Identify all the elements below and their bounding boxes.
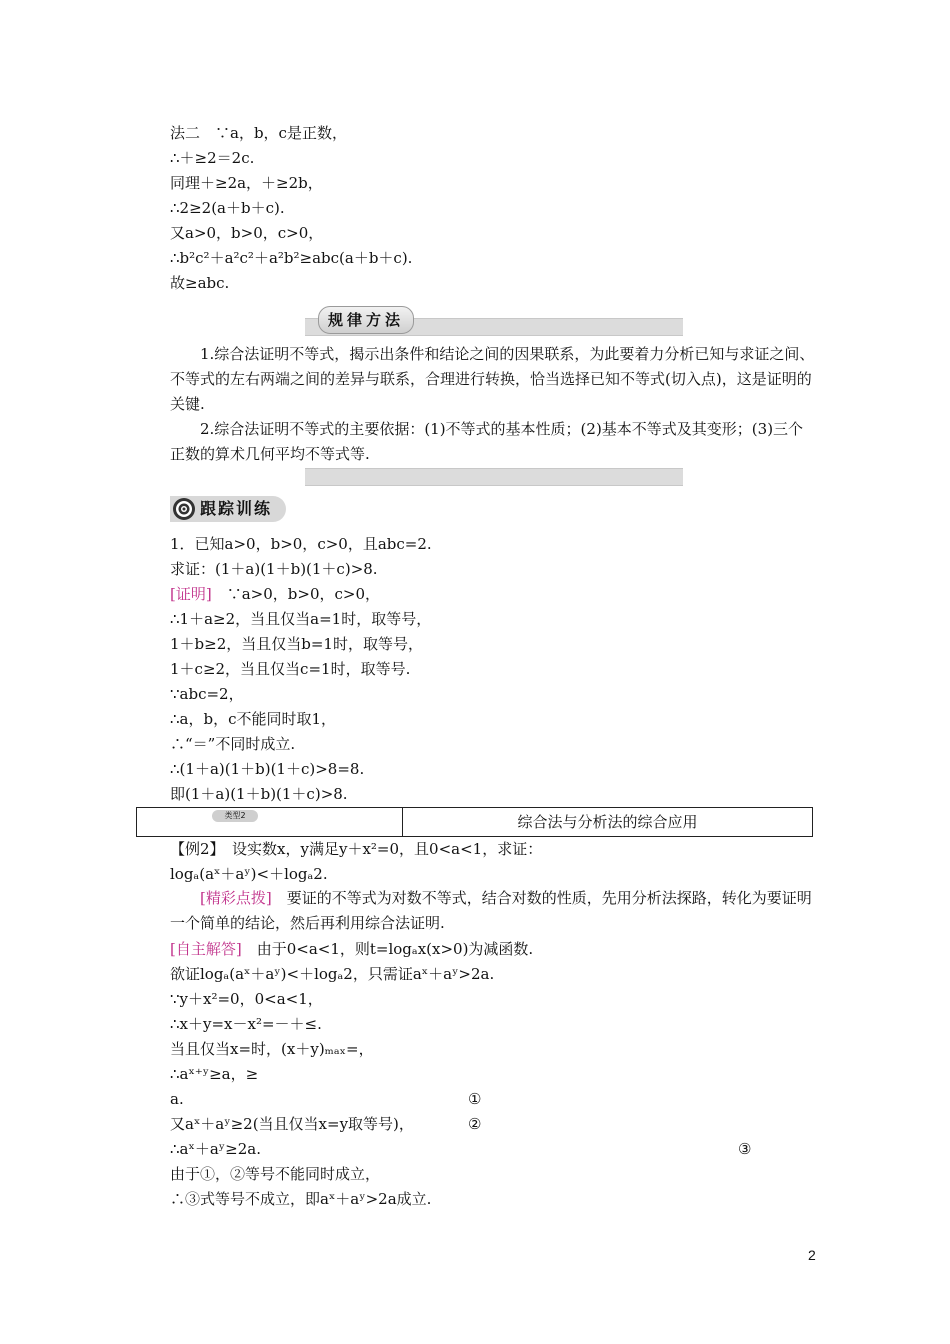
solve-line: a. (170, 1090, 184, 1108)
method2-line: ∴b²c²＋a²c²＋a²b²≥abc(a＋b＋c). (170, 249, 413, 267)
method2-line: 故≥abc. (170, 274, 230, 292)
equation-mark: ① (468, 1090, 482, 1108)
exercise-line: 求证：(1＋a)(1＋b)(1＋c)>8. (170, 560, 378, 578)
type-title: 综合法与分析法的综合应用 (517, 813, 698, 831)
solve-line: 当且仅当x=时，(x＋y)ₘₐₓ=， (170, 1040, 374, 1058)
method2-line: ∴2≥2(a＋b＋c). (170, 199, 285, 217)
type-tag: 类型2 (212, 810, 258, 822)
type-header-row (136, 807, 813, 837)
solve-line: 欲证logₐ(aˣ＋aʸ)<＋logₐ2，只需证aˣ＋aʸ>2a. (170, 965, 495, 983)
hint-tag: [精彩点拨] (200, 889, 272, 907)
exercise-line: 1．已知a>0，b>0，c>0，且abc=2. (170, 535, 432, 553)
target-icon (172, 497, 196, 521)
proof-line: ∴1＋a≥2，当且仅当a=1时，取等号， (170, 610, 432, 628)
example-line: 【例2】 设实数x，y满足y＋x²=0，且0<a<1，求证： (170, 840, 543, 858)
solve-line: ∴aˣ＋aʸ≥2a. (170, 1140, 261, 1158)
proof-line: ∵abc=2， (170, 685, 244, 703)
proof-line: 1＋b≥2，当且仅当b=1时，取等号， (170, 635, 423, 653)
equation-mark: ② (468, 1115, 482, 1133)
proof-line: ∴(1＋a)(1＋b)(1＋c)>8=8. (170, 760, 365, 778)
solve-line: ∵y＋x²=0，0<a<1， (170, 990, 323, 1008)
equation-mark: ③ (738, 1140, 752, 1158)
solve-line (170, 939, 533, 959)
method2-line: 又a>0，b>0，c>0， (170, 224, 324, 242)
rules-footer-bar (305, 468, 683, 486)
hint-text: 要证的不等式为对数不等式，结合对数的性质，先用分析法探路，转化为要证明一个简单的结论，然后再利用综合法证明. (170, 889, 812, 932)
tracking-badge (170, 496, 286, 522)
proof-line: ∴“＝”不同时成立. (170, 735, 296, 753)
method2-line: 同理＋≥2a，＋≥2b， (170, 174, 323, 192)
example-line: logₐ(aˣ＋aʸ)<＋logₐ2. (170, 865, 328, 883)
solve-text: 由于0<a<1，则t=logₐx(x>0)为减函数. (241, 940, 534, 958)
proof-tag: [证明] (170, 585, 212, 603)
type-tag-cell (137, 808, 403, 836)
page-number: 2 (808, 1247, 816, 1263)
proof-text: ∵a>0，b>0，c>0， (211, 585, 381, 603)
solve-tag: [自主解答] (170, 940, 242, 958)
proof-line (170, 584, 380, 604)
solve-line: ∴aˣ⁺ʸ≥a，≥ (170, 1065, 259, 1083)
proof-line: 即(1＋a)(1＋b)(1＋c)>8. (170, 785, 348, 803)
solve-line: ∴x＋y=x－x²=－＋≤. (170, 1015, 322, 1033)
proof-line: ∴a，b，c不能同时取1， (170, 710, 337, 728)
hint-paragraph (170, 886, 815, 936)
rules-title: 规律方法 (318, 306, 414, 334)
solve-line: ∴③式等号不成立，即aˣ＋aʸ>2a成立. (170, 1190, 432, 1208)
tracking-title: 跟踪训练 (200, 499, 273, 518)
rules-paragraph-2: 2.综合法证明不等式的主要依据：(1)不等式的基本性质；(2)基本不等式及其变形；(3)三个正数的算术几何平均不等式等. (170, 420, 804, 463)
proof-line: 1＋c≥2，当且仅当c=1时，取等号. (170, 660, 411, 678)
solve-line: 又aˣ＋aʸ≥2(当且仅当x=y取等号)， (170, 1115, 414, 1133)
method2-line: 法二 ∵a，b，c是正数， (170, 124, 347, 142)
rules-paragraph-1: 1.综合法证明不等式，揭示出条件和结论之间的因果联系，为此要着力分析已知与求证之间、不等式的左右两端之间的差异与联系，合理进行转换，恰当选择已知不等式(切入点)，这是证明的关键. (170, 345, 815, 413)
solve-line: 由于①，②等号不能同时成立， (170, 1165, 381, 1183)
method2-line: ∴＋≥2＝2c. (170, 149, 255, 167)
